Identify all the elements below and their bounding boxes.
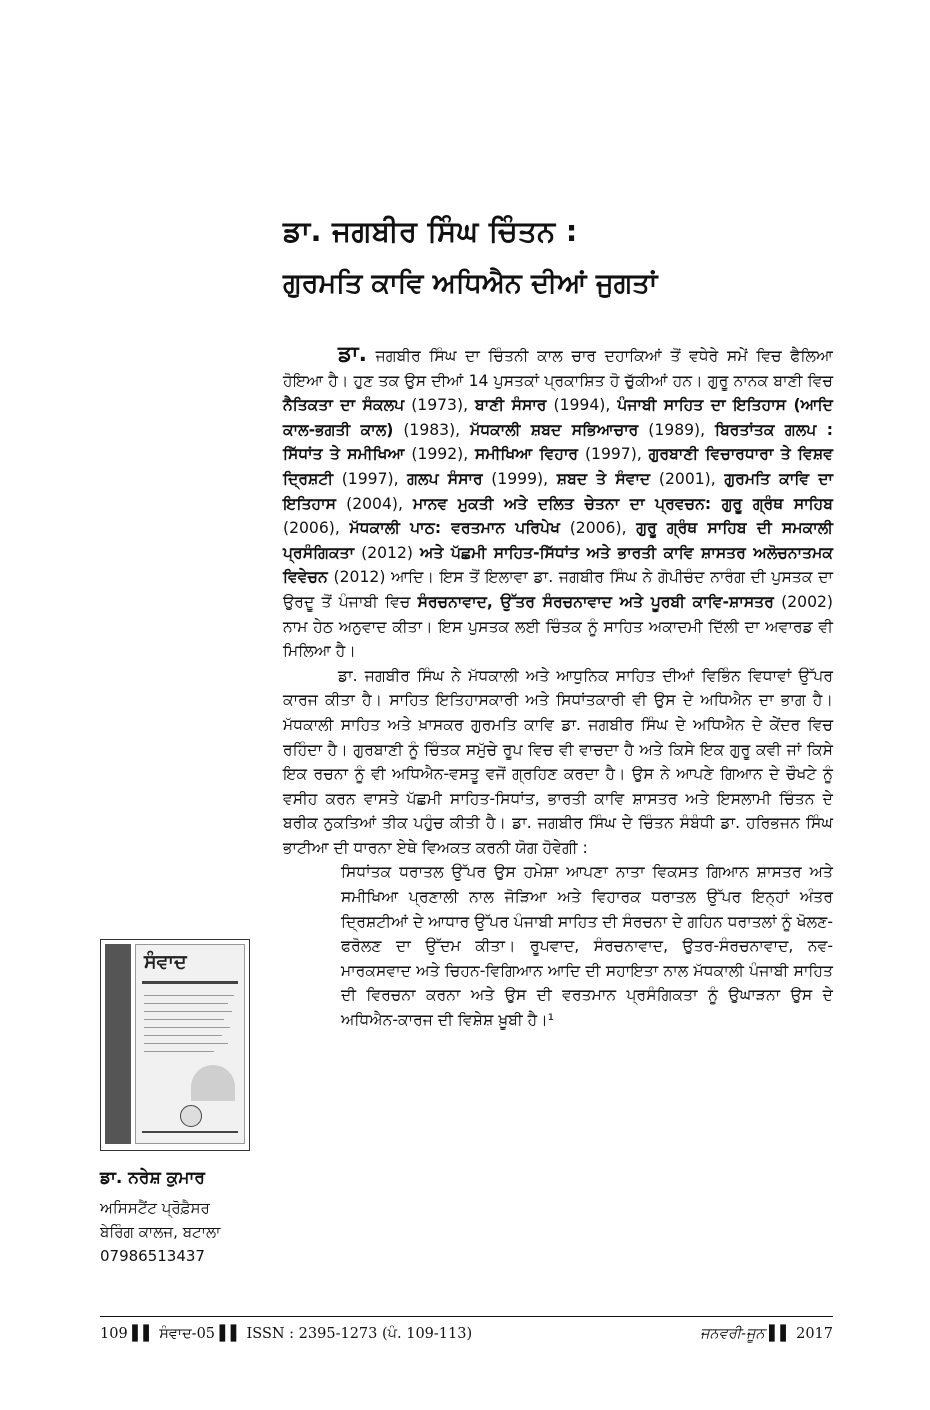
cover-line: [144, 1019, 224, 1020]
cover-front: [135, 944, 245, 1144]
footer-rule: [100, 1316, 833, 1317]
text-run: (1997),: [333, 469, 408, 488]
text-run: (1989),: [638, 420, 716, 439]
book-title: ਨੈਤਿਕਤਾ ਦਾ ਸੰਕਲਪ: [283, 396, 405, 415]
book-title: ਸੰਰਚਨਾਵਾਦ, ਉੱਤਰ ਸੰਰਚਨਾਵਾਦ ਅਤੇ ਪੂਰਬੀ ਕਾਵਿ-ਸ਼ਾਸਤਰ: [417, 592, 774, 611]
book-title: ਮਾਨਵ ਮੁਕਤੀ ਅਤੇ ਦਲਿਤ ਚੇਤਨਾ ਦਾ ਪ੍ਰਵਚਨ: ਗੁਰੂ ਗ੍ਰੰਥ ਸਾਹਿਬ: [413, 494, 833, 513]
paragraph-2: ਡਾ. ਜਗਬੀਰ ਸਿੰਘ ਨੇ ਮੱਧਕਾਲੀ ਅਤੇ ਆਧੁਨਿਕ ਸਾਹਿਤ ਦੀਆਂ ਵਿਭਿੰਨ ਵਿਧਾਵਾਂ ਉੱਪਰ ਕਾਰਜ ਕੀਤਾ ਹੈ। ਸਾਹਿਤ ਇਤਿਹਾਸਕਾਰੀ ਅਤੇ ਸਿਧਾਂਤਕਾਰੀ ਵੀ ਉਸ ਦੇ ਅਧਿਐਨ ਦਾ ਭਾਗ ਹੈ। ਮੱਧਕਾਲੀ ਸਾਹਿਤ ਅਤੇ ਖ਼ਾਸਕਰ ਗੁਰਮਤਿ ਕਾਵਿ ਡਾ. ਜਗਬੀਰ ਸਿੰਘ ਦੇ ਅਧਿਐਨ ਦੇ ਕੇਂਦਰ ਵਿਚ ਰਹਿੰਦਾ ਹੈ। ਗੁਰਬਾਣੀ ਨੂੰ ਚਿੰਤਕ ਸਮੁੱਚੇ ਰੂਪ ਵਿਚ ਵੀ ਵਾਚਦਾ ਹੈ ਅਤੇ ਕਿਸੇ ਇਕ ਗੁਰੂ ਕਵੀ ਜਾਂ ਕਿਸੇ ਇਕ ਰਚਨਾ ਨੂੰ ਵੀ ਅਧਿਐਨ-ਵਸਤੂ ਵਜੋਂ ਗ੍ਰਹਿਣ ਕਰਦਾ ਹੈ। ਉਸ ਨੇ ਆਪਣੇ ਗਿਆਨ ਦੇ ਚੌਖਟੇ ਨੂੰ ਵਸੀਹ ਕਰਨ ਵਾਸਤੇ ਪੱਛਮੀ ਸਾਹਿਤ-ਸਿਧਾਂਤ, ਭਾਰਤੀ ਕਾਵਿ ਸ਼ਾਸਤਰ ਅਤੇ ਇਸਲਾਮੀ ਚਿੰਤਨ ਦੇ ਬਰੀਕ ਨੁਕਤਿਆਂ ਤੀਕ ਪਹੁੰਚ ਕੀਤੀ ਹੈ। ਡਾ. ਜਗਬੀਰ ਸਿੰਘ ਦੇ ਚਿੰਤਨ ਸੰਬੰਧੀ ਡਾ. ਹਰਿਭਜਨ ਸਿੰਘ ਭਾਟੀਆ ਦੀ ਧਾਰਨਾ ਏਥੇ ਵਿਅਕਤ ਕਰਨੀ ਯੋਗ ਹੋਵੇਗੀ :: [283, 666, 833, 857]
cover-spine: [105, 944, 131, 1144]
cover-dome-illustration: [191, 1065, 235, 1101]
footer-right: [700, 1326, 833, 1342]
author-phone: 07986513437: [100, 1247, 205, 1265]
text-run: ਜਗਬੀਰ ਸਿੰਘ ਦਾ ਚਿੰਤਨੀ ਕਾਲ ਚਾਰ ਦਹਾਕਿਆਂ ਤੋਂ ਵਧੇਰੇ ਸਮੇਂ ਵਿਚ ਫੈਲਿਆ ਹੋਇਆ ਹੈ। ਹੁਣ ਤਕ ਉਸ ਦੀਆਂ 14 ਪੁਸਤਕਾਂ ਪ੍ਰਕਾਸ਼ਿਤ ਹੋ ਚੁੱਕੀਆਂ ਹਨ। ਗੁਰੂ ਨਾਨਕ ਬਾਣੀ ਵਿਚ: [283, 347, 833, 390]
text-run: (1992),: [404, 445, 476, 464]
cover-bar: [142, 1131, 238, 1133]
text-run: (1994),: [546, 396, 618, 415]
footer-year: ▌▌ 2017: [764, 1326, 833, 1342]
title-line-2: ਗੁਰਮਤਿ ਕਾਵਿ ਅਧਿਐਨ ਦੀਆਂ ਜੁਗਤਾਂ: [283, 268, 658, 299]
cover-bar: [142, 981, 238, 984]
text-run: (1983),: [393, 420, 471, 439]
text-run: (2012) ਆਦਿ। ਇਸ ਤੋਂ ਇਲਾਵਾ ਡਾ. ਜਗਬੀਰ ਸਿੰਘ ਨੇ ਗੋਪੀਚੰਦ ਨਾਰੰਗ ਦੀ ਪੁਸਤਕ ਦਾ ਉਰਦੂ ਤੋਂ ਪੰਜਾਬੀ ਵਿਚ: [283, 568, 833, 611]
drop-cap: ਡਾ.: [338, 342, 367, 367]
book-title: ਗੁਰਮਤਿ ਕਾਵਿ ਦਾ ਇਤਿਹਾਸ: [283, 469, 833, 513]
footer-left: 109 ▌▌ ਸੰਵਾਦ-05 ▌▌ ISSN : 2395-1273 (ਪੰ. 109-113): [100, 1326, 473, 1342]
book-title: ਗੁਰਬਾਣੀ ਵਿਚਾਰਧਾਰਾ ਤੇ ਵਿਸ਼ਵ ਦ੍ਰਿਸ਼ਟੀ: [283, 445, 833, 488]
author-institution: ਬੇਰਿੰਗ ਕਾਲਜ, ਬਟਾਲਾ: [100, 1223, 221, 1241]
book-title: ਅਤੇ ਪੱਛਮੀ ਸਾਹਿਤ-ਸਿੱਧਾਂਤ ਅਤੇ ਭਾਰਤੀ ਕਾਵਿ ਸ਼ਾਸਤਰ ਅਲੋਚਨਾਤਮਕ ਵਿਵੇਚਨ: [283, 543, 833, 587]
book-title: ਬਿਰਤਾਂਤਕ ਗਲਪ : ਸਿੱਧਾਂਤ ਤੇ ਸਮੀਖਿਆ: [283, 420, 833, 464]
text-run: (2006),: [283, 519, 350, 538]
cover-line: [144, 995, 234, 996]
paragraph-1: [283, 343, 833, 664]
text-run: (1973),: [404, 396, 476, 415]
footer-issue-months: ਜਨਵਰੀ-ਜੂਨ: [700, 1326, 765, 1342]
text-run: (2006),: [560, 519, 637, 538]
text-run: (2004),: [335, 494, 414, 513]
cover-line: [144, 1043, 228, 1044]
cover-line: [144, 1011, 232, 1012]
journal-cover-thumbnail: [100, 939, 250, 1151]
cover-line: [144, 1027, 230, 1028]
text-run: (2002) ਨਾਮ ਹੇਠ ਅਨੁਵਾਦ ਕੀਤਾ। ਇਸ ਪੁਸਤਕ ਲਈ ਚਿੰਤਕ ਨੂੰ ਸਾਹਿਤ ਅਕਾਦਮੀ ਦਿੱਲੀ ਦਾ ਅਵਾਰਡ ਵੀ ਮਿਲਿਆ ਹੈ।: [283, 592, 833, 661]
book-title: ਗੁਰੂ ਗ੍ਰੰਥ ਸਾਹਿਬ ਦੀ ਸਮਕਾਲੀ ਪ੍ਰਸੰਗਿਕਤਾ: [283, 519, 833, 562]
author-block: [100, 1166, 220, 1268]
article-body: [283, 343, 833, 1033]
book-title: ਮੱਧਕਾਲੀ ਸ਼ਬਦ ਸਭਿਆਚਾਰ: [470, 420, 639, 439]
cover-line: [144, 1003, 228, 1004]
book-title: ਗਲਪ ਸੰਸਾਰ: [407, 469, 483, 488]
journal-logo: ਸੰਵਾਦ: [144, 951, 187, 973]
book-title: ਸਮੀਖਿਆ ਵਿਹਾਰ: [475, 445, 579, 464]
cover-line: [144, 1035, 222, 1036]
block-quote: ਸਿਧਾਂਤਕ ਧਰਾਤਲ ਉੱਪਰ ਉਸ ਹਮੇਸ਼ਾ ਆਪਣਾ ਨਾਤਾ ਵਿਕਸਤ ਗਿਆਨ ਸ਼ਾਸਤਰ ਅਤੇ ਸਮੀਖਿਆ ਪ੍ਰਣਾਲੀ ਨਾਲ ਜੋੜਿਆ ਅਤੇ ਵਿਹਾਰਕ ਧਰਾਤਲ ਉੱਪਰ ਇਨ੍ਹਾਂ ਅੰਤਰ ਦ੍ਰਿਸ਼ਟੀਆਂ ਦੇ ਆਧਾਰ ਉੱਪਰ ਪੰਜਾਬੀ ਸਾਹਿਤ ਦੀ ਸੰਰਚਨਾ ਦੇ ਗਹਿਨ ਧਰਾਤਲਾਂ ਨੂੰ ਖੋਲਣ-ਫਰੋਲਣ ਦਾ ਉੱਦਮ ਕੀਤਾ। ਰੂਪਵਾਦ, ਸੰਰਚਨਾਵਾਦ, ਉਤਰ-ਸੰਰਚਨਾਵਾਦ, ਨਵ-ਮਾਰਕਸਵਾਦ ਅਤੇ ਚਿਹਨ-ਵਿਗਿਆਨ ਆਦਿ ਦੀ ਸਹਾਇਤਾ ਨਾਲ ਮੱਧਕਾਲੀ ਪੰਜਾਬੀ ਸਾਹਿਤ ਦੀ ਵਿਰਚਨਾ ਕਰਨਾ ਅਤੇ ਉਸ ਦੀ ਵਰਤਮਾਨ ਪ੍ਰਸੰਗਿਕਤਾ ਨੂੰ ਉਘਾੜਨਾ ਉਸ ਦੇ ਅਧਿਐਨ-ਕਾਰਜ ਦੀ ਵਿਸ਼ੇਸ਼ ਖ਼ੂਬੀ ਹੈ।¹: [341, 863, 833, 1030]
author-name: ਡਾ. ਨਰੇਸ਼ ਕੁਮਾਰ: [100, 1168, 205, 1188]
text-run: (1997),: [578, 445, 649, 464]
book-title: ਪੰਜਾਬੀ ਸਾਹਿਤ ਦਾ ਇਤਿਹਾਸ (ਆਦਿ ਕਾਲ-ਭਗਤੀ ਕਾਲ): [283, 396, 833, 439]
text-run: (1999),: [482, 469, 557, 488]
cover-seal-icon: [180, 1105, 202, 1127]
text-run: (2001),: [650, 469, 725, 488]
book-title: ਸ਼ਬਦ ਤੇ ਸੰਵਾਦ: [556, 469, 651, 488]
cover-line: [144, 1051, 214, 1052]
author-designation: ਅਸਿਸਟੈਂਟ ਪ੍ਰੋਫ਼ੈਸਰ: [100, 1199, 210, 1217]
title-line-1: ਡਾ. ਜਗਬੀਰ ਸਿੰਘ ਚਿੰਤਨ :: [283, 214, 578, 248]
book-title: ਮੱਧਕਾਲੀ ਪਾਠ: ਵਰਤਮਾਨ ਪਰਿਪੇਖ: [349, 519, 561, 538]
text-run: (2012): [354, 543, 421, 562]
book-title: ਬਾਣੀ ਸੰਸਾਰ: [475, 396, 547, 415]
